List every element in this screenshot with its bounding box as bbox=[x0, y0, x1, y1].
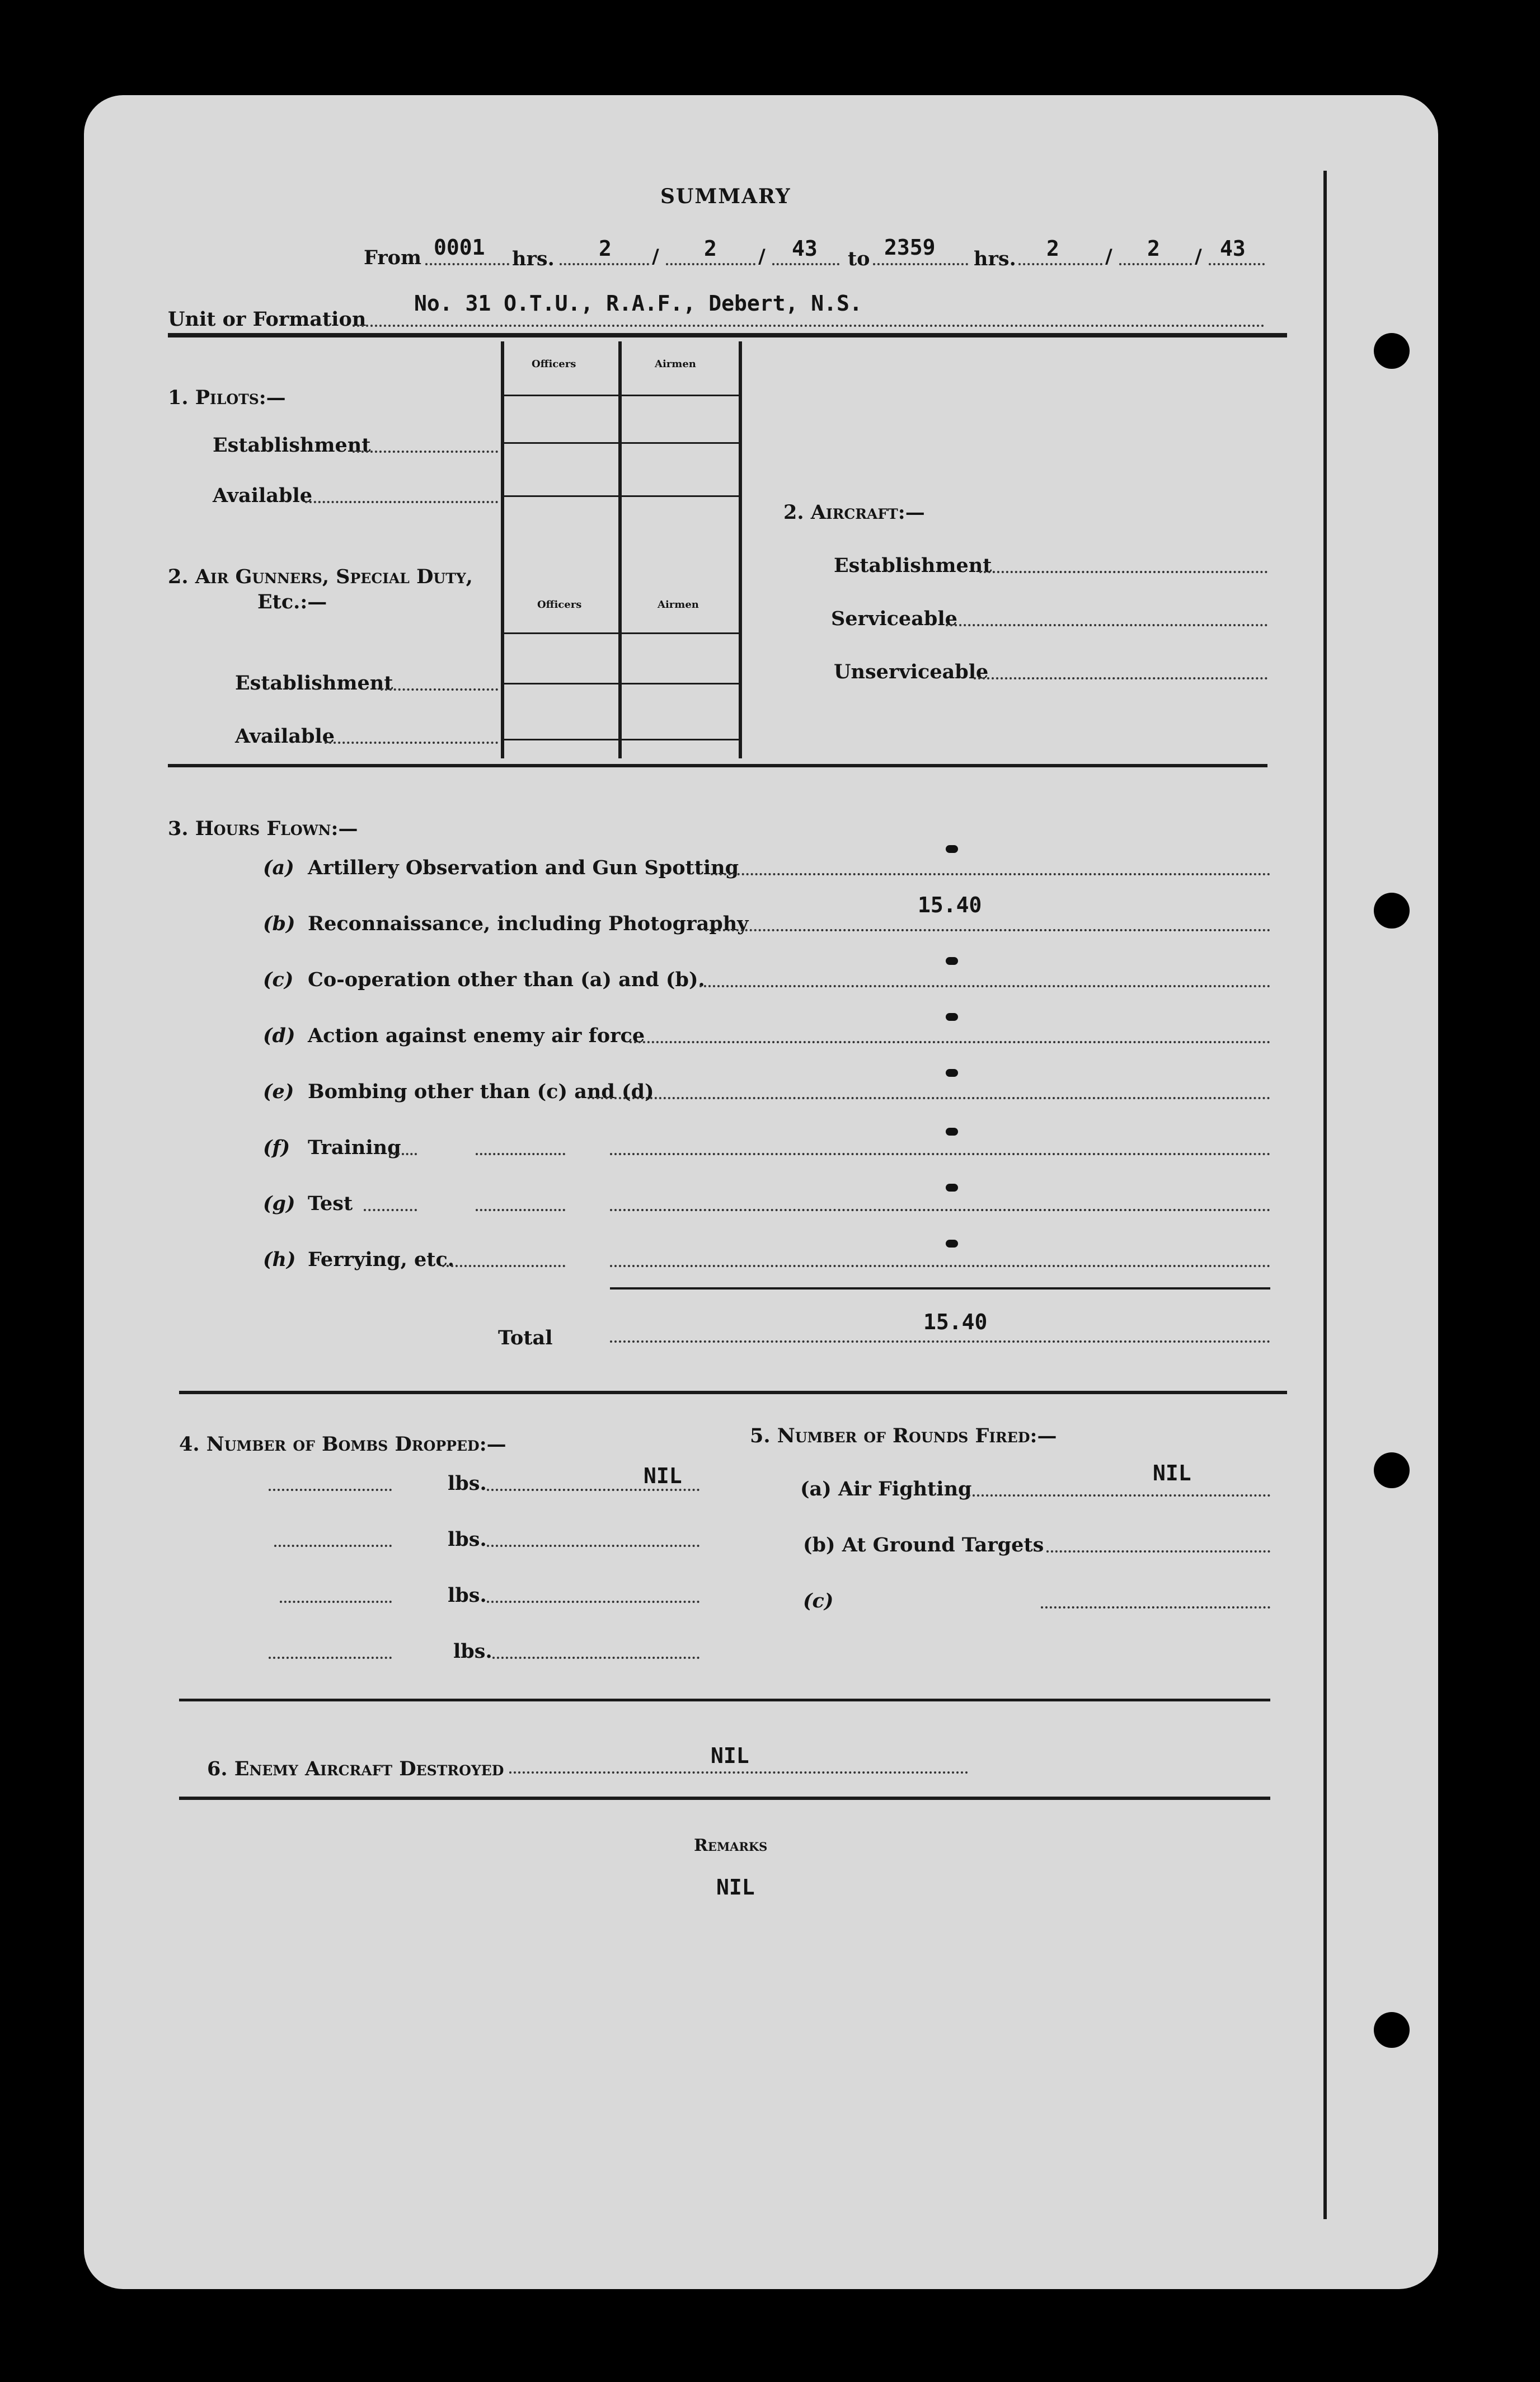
bombs-lbs-2: lbs. bbox=[448, 1528, 487, 1551]
to-hrs-label: hrs. bbox=[974, 247, 1016, 270]
gunners-airmen-header: Airmen bbox=[658, 599, 699, 611]
hours-e-nil-mark bbox=[946, 1069, 958, 1077]
rounds-c-label: (c) bbox=[803, 1589, 834, 1612]
gunners-available-label: Available bbox=[235, 725, 335, 748]
hours-h-nil-mark bbox=[946, 1240, 958, 1248]
form-title: SUMMARY bbox=[660, 185, 791, 208]
from-year: 43 bbox=[792, 236, 818, 261]
bombs-value: NIL bbox=[644, 1464, 682, 1488]
from-slash-1: / bbox=[652, 245, 659, 268]
rounds-heading: 5. Number of Rounds Fired:— bbox=[750, 1424, 1057, 1447]
from-month: 2 bbox=[704, 236, 717, 261]
bombs-lbs-4: lbs. bbox=[453, 1640, 492, 1663]
binder-hole-icon-1 bbox=[1374, 333, 1410, 369]
bombs-lbs-1: lbs. bbox=[448, 1472, 487, 1495]
pilots-establishment-label: Establishment bbox=[213, 434, 371, 457]
hours-total-label: Total bbox=[498, 1326, 553, 1349]
aircraft-unserviceable-label: Unserviceable bbox=[834, 660, 989, 683]
rounds-a-label: (a) Air Fighting bbox=[800, 1478, 972, 1501]
aircraft-heading: 2. Aircraft:— bbox=[783, 501, 925, 524]
gunners-establishment-label: Establishment bbox=[235, 672, 393, 695]
to-year: 43 bbox=[1220, 236, 1246, 261]
pilots-available-label: Available bbox=[213, 484, 313, 507]
pilots-officers-header: Officers bbox=[532, 358, 576, 370]
enemy-aircraft-label: 6. Enemy Aircraft Destroyed bbox=[207, 1757, 504, 1780]
unit-label: Unit or Formation bbox=[168, 308, 367, 331]
unit-value: No. 31 O.T.U., R.A.F., Debert, N.S. bbox=[414, 291, 862, 316]
binder-hole-icon-2 bbox=[1374, 893, 1410, 929]
margin-line bbox=[1323, 171, 1327, 2219]
hours-flown-heading: 3. Hours Flown:— bbox=[168, 817, 358, 840]
rounds-b-label: (b) At Ground Targets bbox=[803, 1534, 1044, 1556]
pilots-heading: 1. Pilots:— bbox=[168, 386, 286, 409]
rounds-a-value: NIL bbox=[1153, 1461, 1191, 1485]
remarks-value: NIL bbox=[716, 1875, 755, 1900]
to-label: to bbox=[848, 247, 870, 270]
bombs-heading: 4. Number of Bombs Dropped:— bbox=[179, 1433, 506, 1456]
hours-c-nil-mark bbox=[946, 957, 958, 965]
gunners-officers-header: Officers bbox=[537, 599, 582, 611]
from-hours: 0001 bbox=[434, 235, 485, 260]
to-slash-2: / bbox=[1195, 245, 1202, 268]
hours-d-nil-mark bbox=[946, 1013, 958, 1021]
pilots-airmen-header: Airmen bbox=[655, 358, 696, 370]
air-gunners-heading-line2: Etc.:— bbox=[257, 590, 327, 613]
to-day: 2 bbox=[1046, 236, 1059, 261]
hours-a-nil-mark bbox=[946, 845, 958, 853]
from-slash-2: / bbox=[758, 245, 766, 268]
to-hours: 2359 bbox=[884, 235, 936, 260]
binder-hole-icon-3 bbox=[1374, 1452, 1410, 1488]
to-slash-1: / bbox=[1105, 245, 1112, 268]
binder-hole-icon-4 bbox=[1374, 2012, 1410, 2048]
bombs-lbs-3: lbs. bbox=[448, 1584, 487, 1607]
hours-f-nil-mark bbox=[946, 1128, 958, 1136]
remarks-heading: Remarks bbox=[694, 1836, 768, 1855]
from-hrs-label: hrs. bbox=[512, 247, 555, 270]
aircraft-establishment-label: Establishment bbox=[834, 554, 992, 577]
hours-total-value: 15.40 bbox=[923, 1310, 988, 1334]
air-gunners-heading-line1: 2. Air Gunners, Special Duty, bbox=[168, 565, 473, 588]
enemy-aircraft-value: NIL bbox=[711, 1743, 749, 1768]
hours-g-nil-mark bbox=[946, 1184, 958, 1192]
aircraft-serviceable-label: Serviceable bbox=[831, 607, 957, 630]
hours-b-value: 15.40 bbox=[918, 893, 982, 917]
from-day: 2 bbox=[599, 236, 612, 261]
from-label: From bbox=[364, 246, 422, 269]
to-month: 2 bbox=[1147, 236, 1160, 261]
summary-form-sheet: SUMMARY From 0001 hrs. 2 / 2 / 43 to 2359 hrs. 2 / 2 / 43 Unit or Formation No. 31 O.T.U., R.A.F., Debert, N.S. Officers Airmen 1. Pilots:— Establishment Available 2. Air Gunners, Special Duty, Etc.:— Officers Airmen Establishment Available 2. Aircraft:— Establishment Serviceable Unserviceable 3. Hours Flown:— (a) Artillery Observation and Gun Spotting (b) Reconnaissance, including Photography 15.40 (c) Co-operation other than (a) and (b). (d) Action against enemy air force (e) Bombing other than (c) and (d) (f) Training (g) Test (h) Ferrying, etc. Total 15.40 4. Number of Bombs Dropped:— lbs. NIL lbs. lbs. lbs. 5. Number of Rounds Fired:— (a) Air Fighting NIL (b) At Ground Targets (c) 6. Enemy Aircraft Destroyed NIL Remarks NIL bbox=[84, 95, 1438, 2289]
